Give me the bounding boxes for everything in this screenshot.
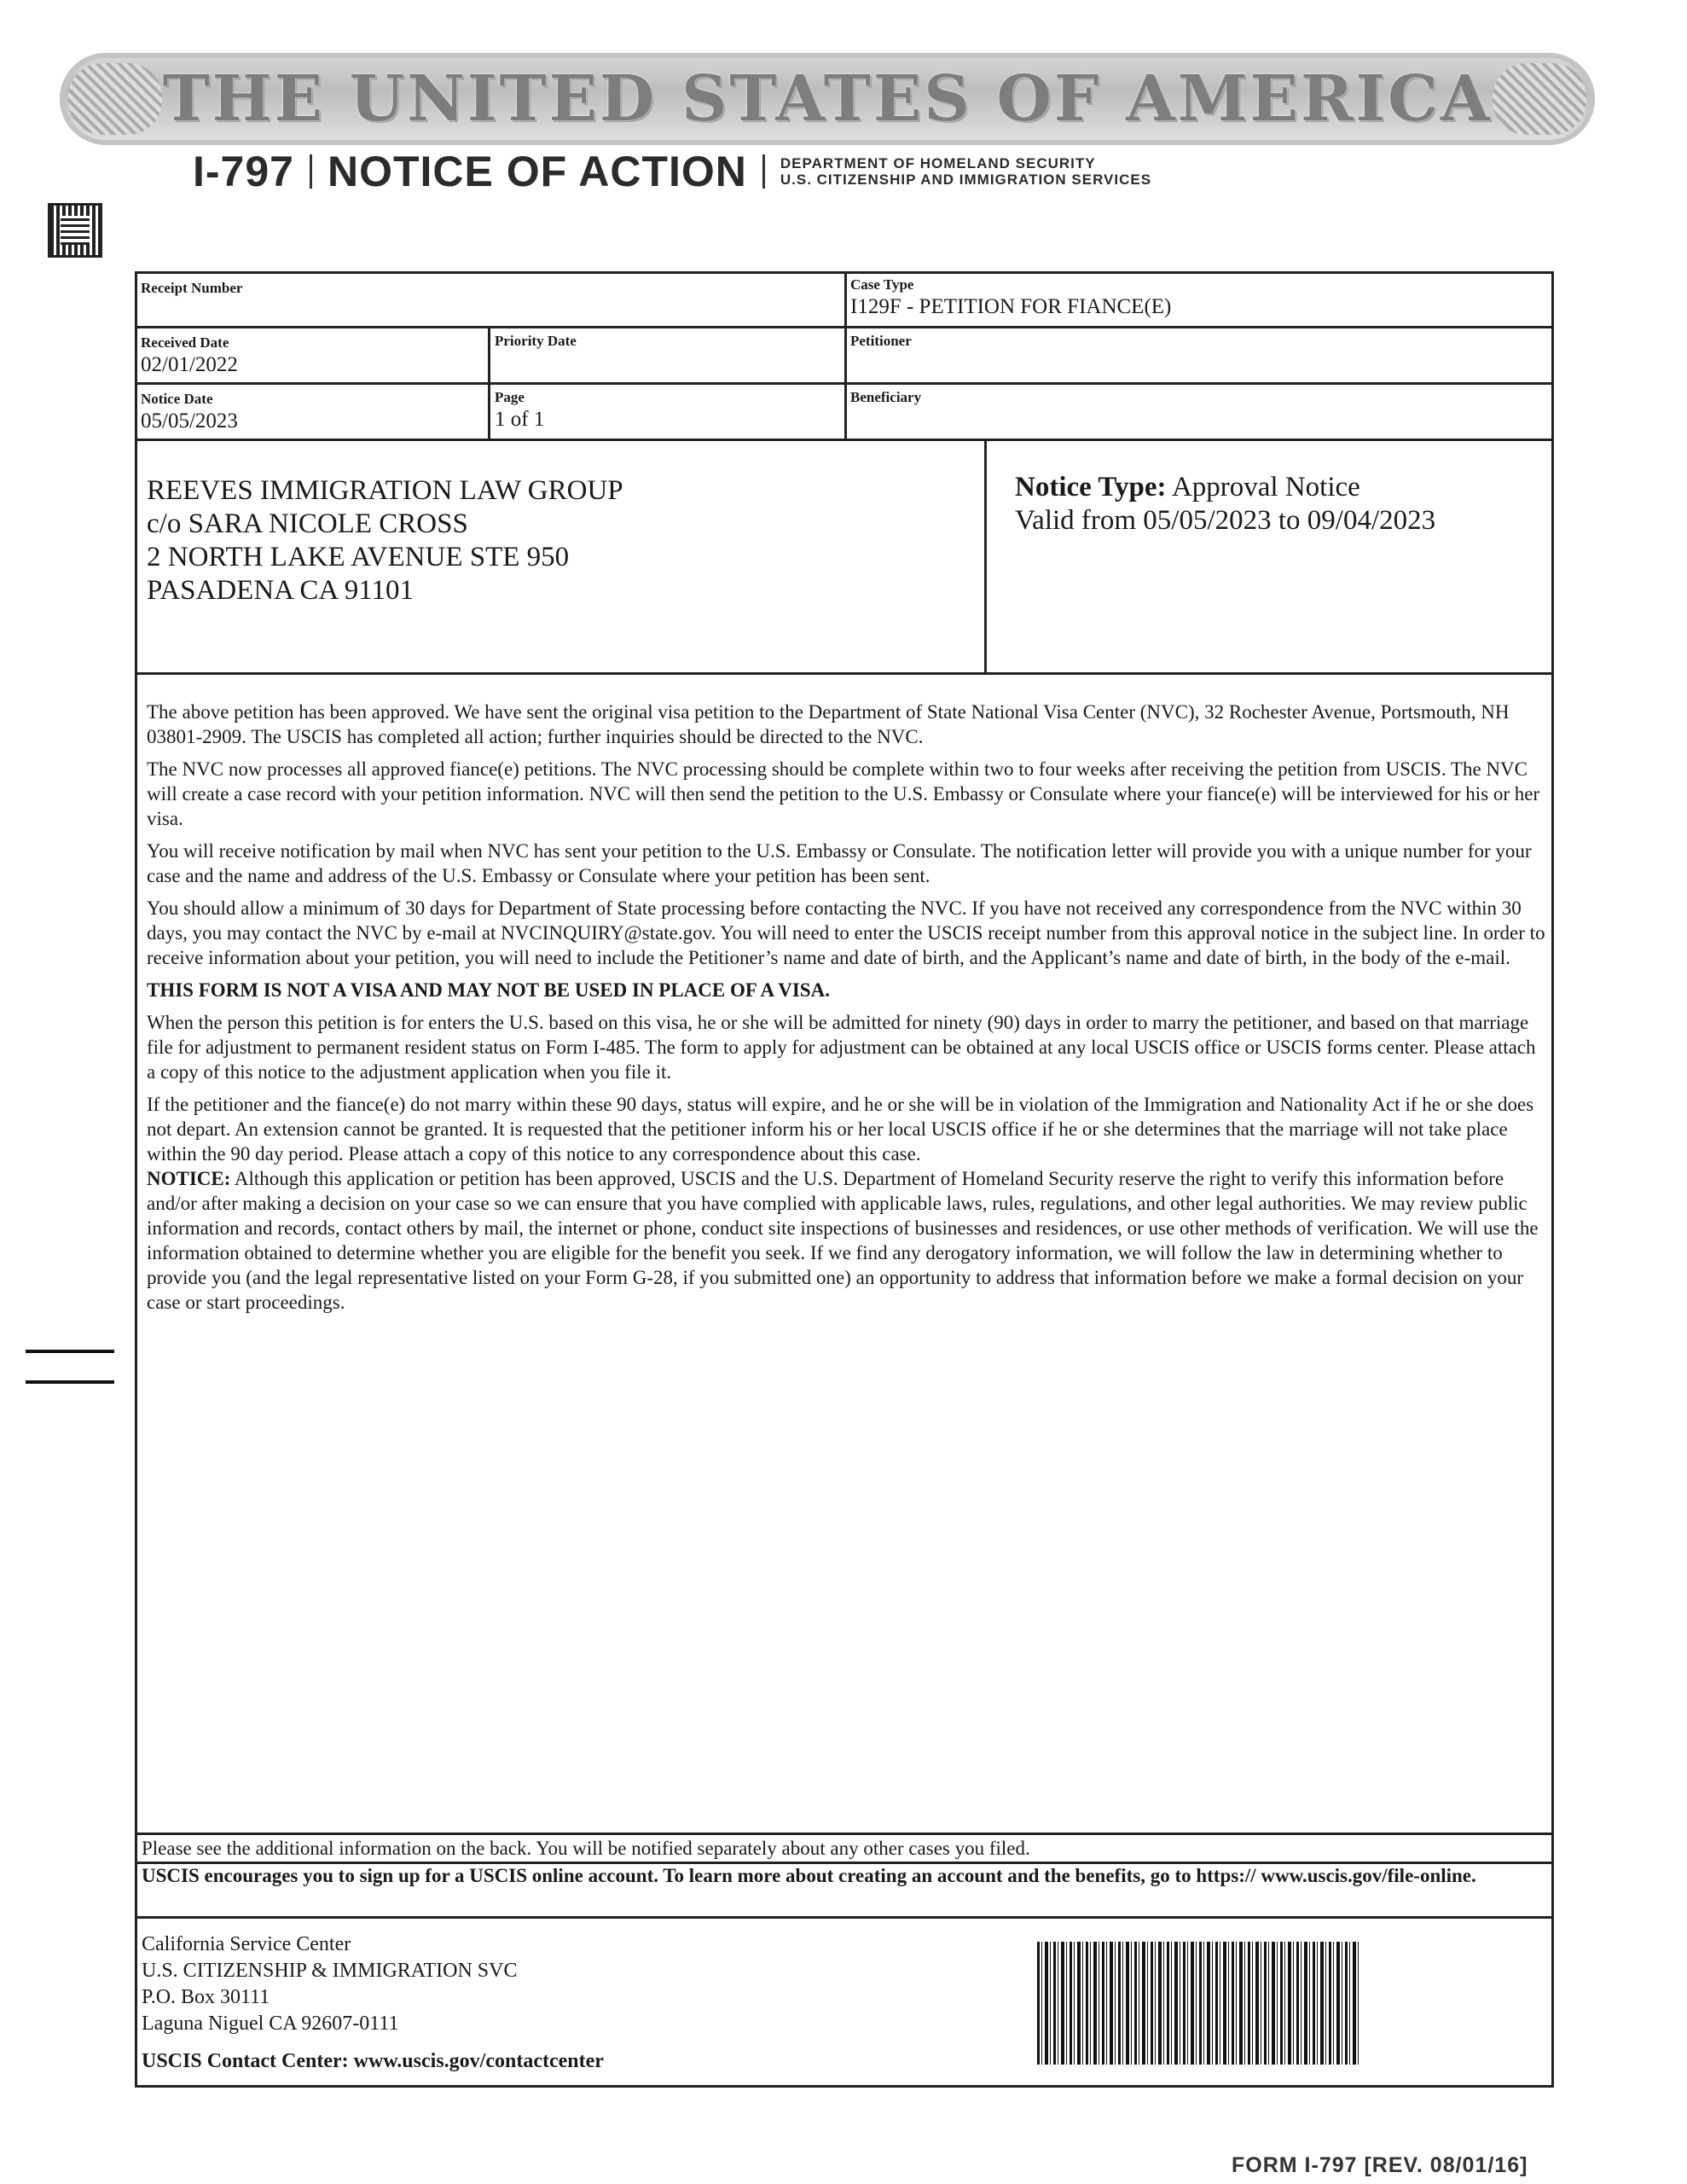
mailing-address [147,474,623,607]
contact-center: USCIS Contact Center: www.uscis.gov/contactcenter [142,2050,604,2072]
department-name [780,155,1151,188]
notice-text: Although this application or petition has been approved, USCIS and the U.S. Department of Homeland Security reserve the right to verify this information before and/or after making a decision on your case so we can ensure that you have complied with applicable laws, rules, regulations, and other legal authorities. We may review public information and records, contact others by mail, the internet or phone, conduct site inspections of businesses and residences, or use other methods of verification. We will use the information obtained to determine whether you are eligible for the benefit you seek. If we find any derogatory information, we will follow the law in determining whether to provide you (and the legal representative listed on your Form G-28, if you submitted one) an opportunity to address that information before we make a formal decision on your case or start proceedings. [147,1168,1539,1313]
received-date-value: 02/01/2022 [141,353,238,376]
notice-type-block [1015,471,1435,537]
case-type-value: I129F - PETITION FOR FIANCE(E) [850,295,1172,318]
receipt-number-label: Receipt Number [141,280,243,296]
validity-period: Valid from 05/05/2023 to 09/04/2023 [1015,505,1436,536]
notice-type-row [1015,471,1435,504]
beneficiary-cell [850,389,921,408]
office-line-2: U.S. CITIZENSHIP & IMMIGRATION SVC [142,1960,518,1982]
department-line-2: U.S. CITIZENSHIP AND IMMIGRATION SERVICES [780,171,1152,188]
petitioner-label: Petitioner [850,333,912,349]
form-header [193,147,1151,196]
notice-date-value: 05/05/2023 [141,410,238,433]
case-type-label: Case Type [850,276,914,293]
body-paragraph: When the person this petition is for enters the U.S. based on this visa, he or she will be admitted for ninety (90) days in order to marry the petitioner, and based on that marriage file for adjustment to permanent resident status on Form I-485. The form to apply for adjustment can be obtained at any local USCIS office or USCIS forms center. Please attach a copy of this notice to the adjustment application when you file it. [147,1012,1536,1083]
body-paragraph: You should allow a minimum of 30 days for Department of State processing before contacting the NVC. If you have not received any correspondence from the NVC within 30 days, you may contact the NVC by e-mail at NVCINQUIRY@state.gov. You will need to enter the USCIS receipt number from this approval notice in the subject line. In order to receive information about your petition, you will need to include the Petitioner’s name and date of birth, and the Applicant’s name and date of birth, in the body of the e-mail. [147,897,1545,968]
notice-date-label: Notice Date [141,391,213,407]
page-cell [495,389,544,432]
barcode [1037,1942,1361,2065]
notice-paragraph [147,1166,1545,1315]
form-revision: FORM I-797 [REV. 08/01/16] [1232,2153,1528,2177]
not-a-visa-warning: THIS FORM IS NOT A VISA AND MAY NOT BE USED IN PLACE OF A VISA. [147,979,830,1001]
header-divider [762,154,765,189]
address-line-2: c/o SARA NICOLE CROSS [147,508,468,539]
service-center-address [142,1931,517,2037]
form-number: I-797 [193,148,294,195]
office-line-1: California Service Center [142,1933,351,1955]
beneficiary-label: Beneficiary [850,389,922,405]
notice-date-cell [141,391,238,433]
table-rule [135,672,1554,675]
address-line-1: REEVES IMMIGRATION LAW GROUP [147,475,623,506]
footer-rule [135,1833,1554,1835]
department-line-1: DEPARTMENT OF HOMELAND SECURITY [780,155,1096,171]
notice-label: NOTICE: [147,1168,231,1189]
received-date-label: Received Date [141,334,229,351]
office-line-4: Laguna Niguel CA 92607-0111 [142,2013,399,2035]
margin-mark [26,1350,114,1353]
banner-title: THE UNITED STATES OF AMERICA [162,62,1493,136]
table-rule [844,271,847,440]
office-line-3: P.O. Box 30111 [142,1986,270,2008]
notice-body [147,700,1545,1322]
address-line-4: PASADENA CA 91101 [147,575,414,606]
petitioner-cell [850,333,912,351]
page-label: Page [495,389,525,405]
header-divider [310,154,312,189]
body-paragraph: You will receive notification by mail when NVC has sent your petition to the U.S. Embassy or Consulate. The notification letter will provide you with a unique number for your case and the name and address of the U.S. Embassy or Consulate where your petition has been sent. [147,840,1532,886]
body-paragraph: The above petition has been approved. We have sent the original visa petition to the Department of State National Visa Center (NVC), 32 Rochester Avenue, Portsmouth, NH 03801-2909. The USCIS has completed all action; further inquiries should be directed to the NVC. [147,701,1510,747]
priority-date-cell [495,333,577,351]
banner-seal [60,53,1595,145]
additional-info-note: Please see the additional information on the back. You will be notified separately about any other cases you filed. [142,1838,1030,1859]
address-line-3: 2 NORTH LAKE AVENUE STE 950 [147,542,570,572]
table-rule [984,439,987,672]
form-title: NOTICE OF ACTION [327,148,747,195]
priority-date-label: Priority Date [495,333,577,349]
receipt-number-cell [141,280,242,299]
footer-rule [135,1916,1554,1919]
table-rule [488,328,490,440]
body-paragraph: The NVC now processes all approved fiance(e) petitions. The NVC processing should be complete within two to four weeks after receiving the petition from USCIS. The NVC will create a case record with your petition information. NVC will then send the petition to the U.S. Embassy or Consulate where your fiance(e) will be interviewed for his or her visa. [147,758,1540,829]
qr-code [48,203,102,258]
margin-mark [26,1380,114,1384]
received-date-cell [141,334,238,377]
notice-type-value: Approval Notice [1171,472,1360,502]
notice-type-label: Notice Type: [1015,472,1167,502]
case-type-cell [850,276,1171,319]
page-value: 1 of 1 [495,408,545,431]
body-paragraph: If the petitioner and the fiance(e) do not marry within these 90 days, status will expire, and he or she will be in violation of the Immigration and Nationality Act if he or she does not depart. An extension cannot be granted. It is requested that the petitioner inform his or her local USCIS office if he or she determines that the marriage will not take place within the 90 day period. Please attach a copy of this notice to any correspondence about this case. [147,1094,1534,1165]
online-account-note: USCIS encourages you to sign up for a USCIS online account. To learn more about creating an account and the benefits, go to https:// www.uscis.gov/file-online. [142,1865,1476,1886]
